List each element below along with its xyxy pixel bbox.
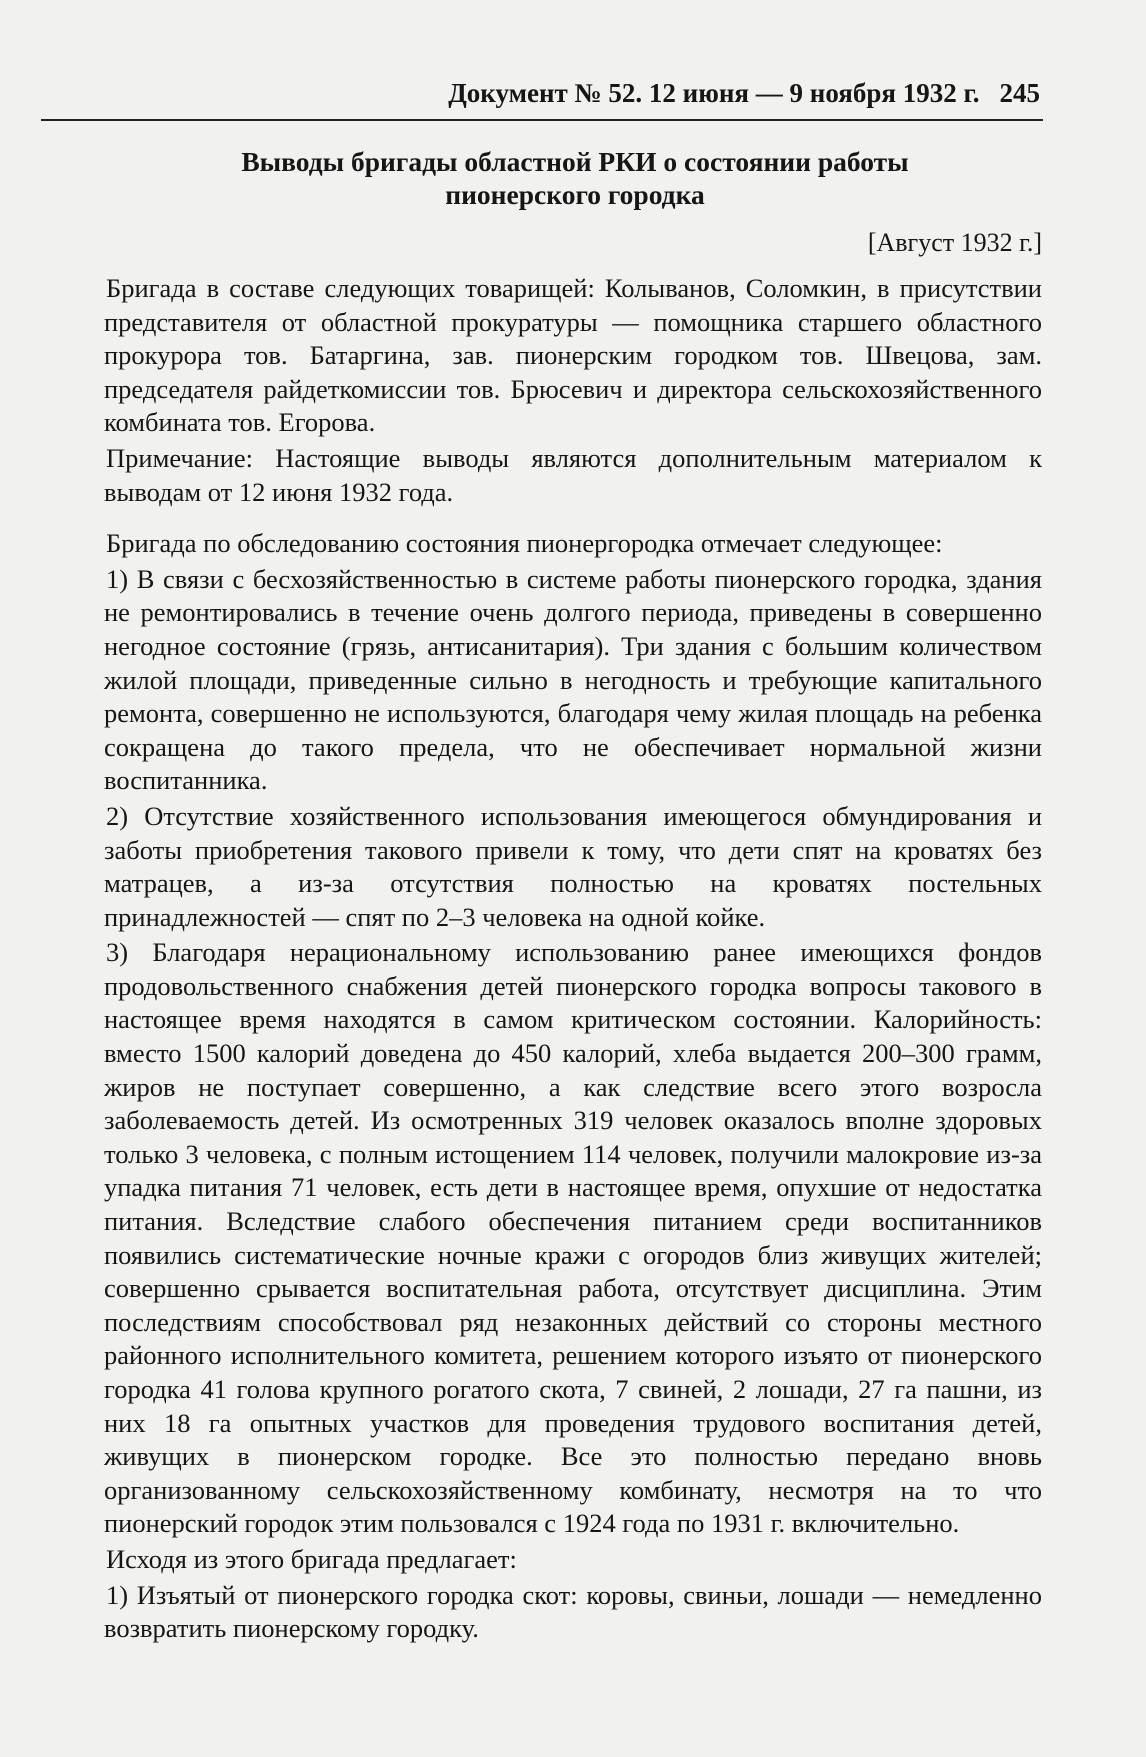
title-line-1: Выводы бригады областной РКИ о состоянии работы (241, 146, 909, 177)
paragraph-brigade-composition: Бригада в составе следующих товарищей: Колыванов, Соломкин, в присутствии представителя от областной прокуратуры — помощника старшего областного прокурора тов. Батаргина, зав. пионерским городком тов. Швецова, зам. председателя райдеткомиссии тов. Брюсевич и директора сельскохозяйственного комбината тов. Егорова. (104, 273, 1042, 438)
page-number: 245 (999, 78, 1040, 108)
paragraph-note: Примечание: Настоящие выводы являются дополнительным материалом к выводам от 12 июня 1932 года. (104, 442, 1042, 507)
paragraph-finding-3: 3) Благодаря нерациональному использованию ранее имеющихся фондов продовольственного снабжения детей пионерского городка вопросы такового в настоящее время находятся в самом критическом состоянии. Калорийность: вместо 1500 калорий доведена до 450 калорий, хлеба выдается 200–300 грамм, жиров не поступает совершенно, а как следствие всего этого возросла заболеваемость детей. Из осмотренных 319 человек оказалось вполне здоровых только 3 человека, с полным истощением 114 человек, получили малокровие из-за упадка питания 71 человек, есть дети в настоящее время, опухшие от недостатка питания. Вследствие слабого обеспечения питанием среди воспитанников появились систематические ночные кражи с огородов близ живущих жителей; совершенно срывается воспитательная работа, отсутствует дисциплина. Этим последствиям способствовал ряд незаконных действий со стороны местного районного исполнительного комитета, решением которого изъято от пионерского городка 41 голова крупного рогатого скота, 7 свиней, 2 лошади, 27 га пашни, из них 18 га опытных участков для проведения трудового воспитания детей, живущих в пионерском городке. Все это полностью передано вновь организованному сельскохозяйственному комбинату, несмотря на то что пионерский городок этим пользовался с 1924 года по 1931 г. включительно. (104, 937, 1042, 1539)
title-line-2: пионерского городка (445, 179, 705, 210)
paragraph-proposals-intro: Исходя из этого бригада предлагает: (106, 1543, 517, 1574)
paragraph-proposal-1: 1) Изъятый от пионерского городка скот: коровы, свиньи, лошади — немедленно возвратить пионерскому городку. (104, 1579, 1042, 1644)
header-rule (41, 119, 1043, 121)
document-title (110, 145, 1040, 211)
document-body (104, 272, 1042, 1646)
running-header (110, 78, 1040, 122)
paragraph-finding-2: 2) Отсутствие хозяйственного использования имеющегося обмундирования и заботы приобретения такового привели к тому, что дети спят на кроватях без матрацев, а из-за отсутствия полностью на кроватях постельных принадлежностей — спят по 2–3 человека на одной койке. (104, 800, 1042, 932)
paragraph-finding-1: 1) В связи с бесхозяйственностью в системе работы пионерского городка, здания не ремонтировались в течение очень долгого периода, приведены в совершенно негодное состояние (грязь, антисанитария). Три здания с большим количеством жилой площади, приведенные сильно в негодность и требующие капитального ремонта, совершенно не используются, благодаря чему жилая площадь на ребенка сокращена до такого предела, что не обеспечивает нормальной жизни воспитанника. (104, 563, 1042, 796)
running-title: Документ № 52. 12 июня — 9 ноября 1932 г. (448, 78, 980, 108)
document-date: [Август 1932 г.] (867, 228, 1042, 257)
paragraph-findings-intro: Бригада по обследованию состояния пионергородка отмечает следующее: (106, 528, 943, 559)
